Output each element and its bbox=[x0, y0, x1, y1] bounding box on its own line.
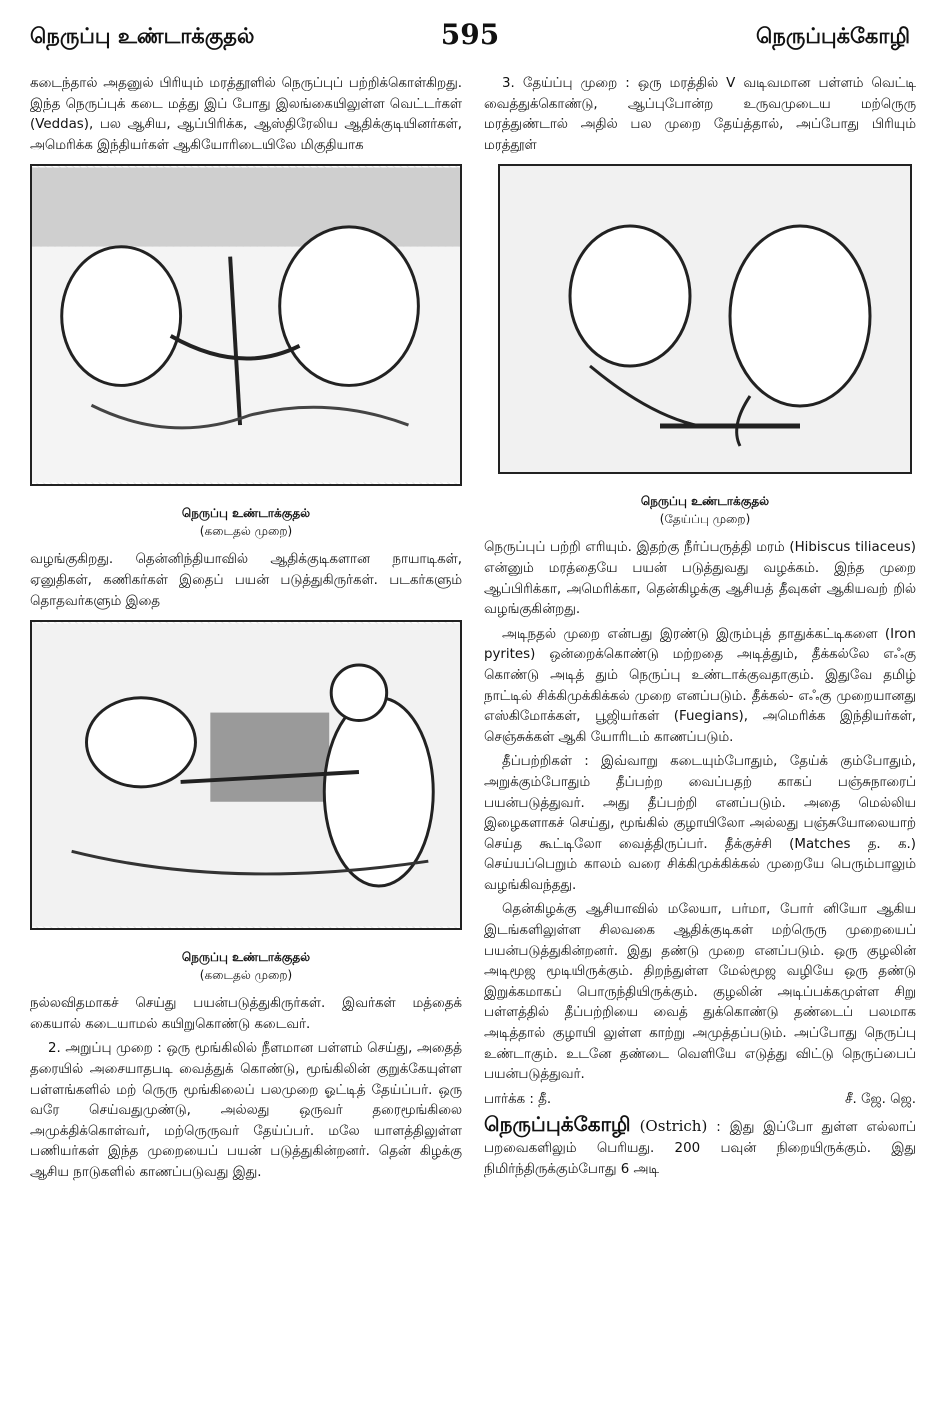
figure-drilling-2 bbox=[30, 620, 462, 984]
figure-subcaption: (தேய்ப்பு முறை) bbox=[659, 512, 751, 527]
figure-subcaption: (கடைதல் முறை) bbox=[199, 524, 293, 539]
figure-caption: நெருப்பு உண்டாக்குதல் bbox=[181, 506, 311, 521]
paragraph: நல்லவிதமாகச் செய்து பயன்படுத்துகிருர்கள். இவர்கள் மத்தைக் கையால் கடையாமல் கயிறுகொண்டு கடைவர். bbox=[30, 996, 462, 1032]
page-header bbox=[30, 18, 910, 58]
paragraph: அடிநதல் முறை என்பது இரண்டு இரும்புத் தாதுக்கட்டிகளை (Iron pyrites) ஒன்றைக்கொண்டு மற்றதை அடித்தும், தீக்கல்லே எஃகு கொண்டு அடித் தும் நெருப்பு உண்டாக்குவதாகும். இதுவே தமிழ் நாட்டில் சிக்கிமுக்கிக்கல் முறை எனப்படும். தீக்கல்- எஃகு முறையானது எஸ்கிமோக்கள், பூஜியர்கள் (Fuegians), அமெரிக்க இந்தியர்கள், செஞ்சுக்கள் ஆகி யோரிடம் காணப்படும். bbox=[484, 626, 916, 745]
photo-fire-rubbing bbox=[498, 164, 912, 474]
entry-english: (Ostrich) bbox=[639, 1117, 708, 1136]
signature-line bbox=[484, 1090, 916, 1111]
paragraph: கடைந்தால் அதனுல் பிரியும் மரத்தூளில் நெருப்புப் பற்றிக்கொள்கிறது. இந்த நெருப்புக் கடை மத்து இப் போது இலங்கையிலுள்ள வெட்டர்கள் (Veddas), பல ஆசிய, ஆப்பிரிக்க, ஆஸ்திரேலிய ஆதிக்குடியினர்கள், அமெரிக்க இந்தியர்கள் ஆகியோரிடையிலே மிகுதியாக bbox=[30, 76, 462, 153]
photo-illustration bbox=[32, 622, 460, 928]
paragraph: வழங்குகிறது. தென்னிந்தியாவில் ஆதிக்குடிகளான நாயாடிகள், ஏனுதிகள், கணிகர்கள் இதைப் பயன் படுத்துகிருர்கள். படகர்களும் தொதவர்களும் இதை bbox=[30, 552, 462, 609]
entry-title: நெருப்புக்கோழி bbox=[484, 1112, 631, 1137]
right-column bbox=[484, 74, 916, 1184]
figure-subcaption: (கடைதல் முறை) bbox=[199, 968, 293, 983]
photo-fire-drilling-2 bbox=[30, 620, 462, 930]
paragraph: தீப்பற்றிகள் : இவ்வாறு கடையும்போதும், தேய்க் கும்போதும், அறுக்கும்போதும் தீப்பற்ற வைப்பதற் காகப் பஞ்சுநாரைப் பயன்படுத்துவர். அது தீப்பற்றி எனப்படும். அதை மெல்லிய இழைகளாகச் செய்து, மூங்கில் குழாயிலோ அல்லது பஞ்சுயோலையாற் செய்த கூட்டிலோ வைத்திருப்பர். தீக்குச்சி (Matches த. க.) செய்யப்பெறும் காலம் வரை சிக்கிமுக்கிக்கல் முறையே பெரும்பாலும் வழங்கிவந்தது. bbox=[484, 754, 916, 893]
paragraph: தென்கிழக்கு ஆசியாவில் மலேயா, பர்மா, போர் னியோ ஆகிய இடங்களிலுள்ள சிலவகை ஆதிக்குடிகள் மற்ருெரு முறையைப் பயன்படுத்துகின்றனர். இது தண்டு முறை எனப்படும். ஒரு குழலின் அடிமூஜ மூடியிருக்கும். திறந்துள்ள மேல்மூஜ வழியே ஒரு தண்டு இறுக்கமாகப் பொருந்தியிருக்கும். குழலின் அடிப்பக்கமுள்ள சிறு பள்ளத்தில் தீப்பற்றியை வைத் துக்கொண்டு தண்டைப் பலமாக அடித்தால் குழாயி லுள்ள காற்று அமுத்தப்படும். அப்போது நெருப்பு உண்டாகும். உடனே தண்டை வெளியே எடுத்து விட்டு நெருப்பைப் பயன்படுத்துவர். bbox=[484, 902, 916, 1083]
entry-ostrich bbox=[484, 1114, 916, 1180]
figure-drilling-1 bbox=[30, 164, 462, 540]
figure-caption: நெருப்பு உண்டாக்குதல் bbox=[181, 950, 311, 965]
page-number: 595 bbox=[440, 18, 500, 51]
figure-caption: நெருப்பு உண்டாக்குதல் bbox=[640, 494, 770, 509]
running-head-left: நெருப்பு உண்டாக்குதல் bbox=[30, 24, 255, 48]
running-head-right: நெருப்புக்கோழி bbox=[756, 24, 910, 48]
figure-rubbing bbox=[498, 164, 912, 528]
author-initials: சீ. ஜே. ஜெ. bbox=[845, 1091, 916, 1107]
photo-illustration bbox=[32, 166, 460, 484]
left-column bbox=[30, 74, 462, 1188]
paragraph: 3. தேய்ப்பு முறை : ஒரு மரத்தில் V வடிவமான பள்ளம் வெட்டி வைத்துக்கொண்டு, ஆப்புபோன்ற உருவமுடைய மற்ருெரு மரத்துண்டால் அதில் பல முறை தேய்த்தால், அப்போது பிரியும் மரத்தூள் bbox=[484, 76, 916, 153]
paragraph: நெருப்புப் பற்றி எரியும். இதற்கு நீர்ப்பருத்தி மரம் (Hibiscus tiliaceus) என்னும் மரத்தையே பயன் படுத்துவது வழக்கம். இந்த முறை ஆப்பிரிக்கா, அமெரிக்கா, தென்கிழக்கு ஆசியத் தீவுகள் ஆகியவற் றில் வழங்குகின்றது. bbox=[484, 540, 916, 618]
paragraph: 2. அறுப்பு முறை : ஒரு மூங்கிலில் நீளமான பள்ளம் செய்து, அதைத் தரையில் அசையாதபடி வைத்துக் கொண்டு, மூங்கிலின் குறுக்கேயுள்ள பள்ளங்களில் மற் ருெரு மூங்கிலைப் பலமுறை ஓட்டித் தேய்ப்பர். ஒரு வரே செய்வதுமுண்டு, அல்லது ஒருவர் தரைமூங்கிலை அமுக்திக்கொள்வர், மற்ருெருவர் தேய்ப்பர். மலே யாளத்திலுள்ள பணியர்கள் இந்த முறையைப் பயன் படுத்துகின்றனர். தென் கிழக்கு ஆசிய நாடுகளில் காணப்படுவது இது. bbox=[30, 1041, 462, 1180]
entry-text: : இது இப்போ துள்ள எல்லாப் பறவைகளிலும் பெரியது. 200 பவுன் நிறையிருக்கும். இது நிமிர்ந்திருக்கும்போது 6 அடி bbox=[484, 1120, 916, 1177]
see-also: பார்க்க : தீ. bbox=[484, 1091, 552, 1107]
photo-illustration bbox=[500, 166, 910, 472]
photo-fire-drilling bbox=[30, 164, 462, 486]
